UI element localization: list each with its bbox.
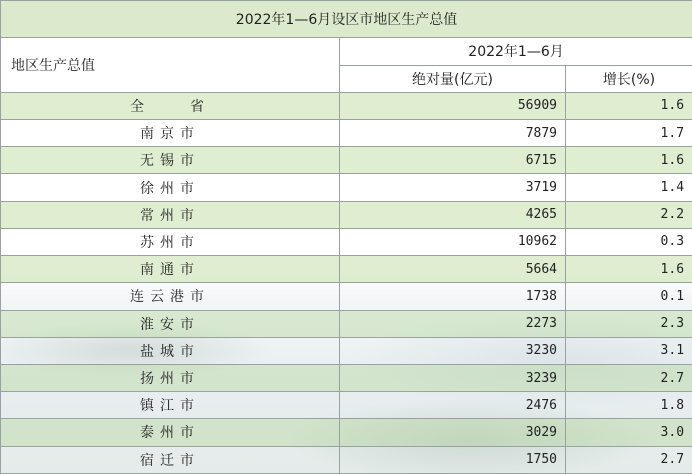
region-name: 镇江市 xyxy=(1,392,340,419)
growth-value: 3.1 xyxy=(566,337,692,364)
table-row xyxy=(1,419,692,446)
growth-value: 2.2 xyxy=(566,201,692,228)
gdp-value: 56909 xyxy=(340,92,566,119)
growth-value: 1.6 xyxy=(566,147,692,174)
table-row xyxy=(1,228,692,255)
region-column-header: 地区生产总值 xyxy=(1,38,340,92)
gdp-value: 2273 xyxy=(340,310,566,337)
region-name: 南京市 xyxy=(1,119,340,146)
growth-value: 1.6 xyxy=(566,256,692,283)
gdp-value: 7879 xyxy=(340,119,566,146)
region-name: 全 省 xyxy=(1,92,340,119)
gdp-value: 6715 xyxy=(340,147,566,174)
growth-column-header: 增长(%) xyxy=(566,65,692,92)
table-row xyxy=(1,174,692,201)
period-header: 2022年1—6月 xyxy=(340,38,692,65)
table-row xyxy=(1,147,692,174)
table-row xyxy=(1,337,692,364)
region-name: 常州市 xyxy=(1,201,340,228)
growth-value: 1.7 xyxy=(566,119,692,146)
growth-value: 1.8 xyxy=(566,392,692,419)
growth-value: 0.1 xyxy=(566,283,692,310)
region-name: 淮安市 xyxy=(1,310,340,337)
table-row xyxy=(1,283,692,310)
gdp-value: 3230 xyxy=(340,337,566,364)
region-name: 扬州市 xyxy=(1,364,340,391)
gdp-value: 3029 xyxy=(340,419,566,446)
growth-value: 0.3 xyxy=(566,228,692,255)
region-name: 盐城市 xyxy=(1,337,340,364)
gdp-value: 10962 xyxy=(340,228,566,255)
table-row xyxy=(1,201,692,228)
growth-value: 2.7 xyxy=(566,364,692,391)
region-name: 徐州市 xyxy=(1,174,340,201)
table-row xyxy=(1,446,692,473)
gdp-value: 5664 xyxy=(340,256,566,283)
region-name: 泰州市 xyxy=(1,419,340,446)
growth-value: 1.4 xyxy=(566,174,692,201)
growth-value: 2.3 xyxy=(566,310,692,337)
gdp-value: 1750 xyxy=(340,446,566,473)
region-name: 连云港市 xyxy=(1,283,340,310)
growth-value: 3.0 xyxy=(566,419,692,446)
region-name: 宿迁市 xyxy=(1,446,340,473)
gdp-value: 3239 xyxy=(340,364,566,391)
value-column-header: 绝对量(亿元) xyxy=(340,65,566,92)
table-row xyxy=(1,119,692,146)
region-name: 无锡市 xyxy=(1,147,340,174)
region-name: 苏州市 xyxy=(1,228,340,255)
gdp-value: 3719 xyxy=(340,174,566,201)
table-row xyxy=(1,92,692,119)
table-title: 2022年1—6月设区市地区生产总值 xyxy=(1,1,692,38)
growth-value: 2.7 xyxy=(566,446,692,473)
growth-value: 1.6 xyxy=(566,92,692,119)
gdp-value: 2476 xyxy=(340,392,566,419)
table-row xyxy=(1,256,692,283)
region-name: 南通市 xyxy=(1,256,340,283)
gdp-value: 1738 xyxy=(340,283,566,310)
table-row xyxy=(1,364,692,391)
table-row xyxy=(1,310,692,337)
gdp-value: 4265 xyxy=(340,201,566,228)
table-row xyxy=(1,392,692,419)
